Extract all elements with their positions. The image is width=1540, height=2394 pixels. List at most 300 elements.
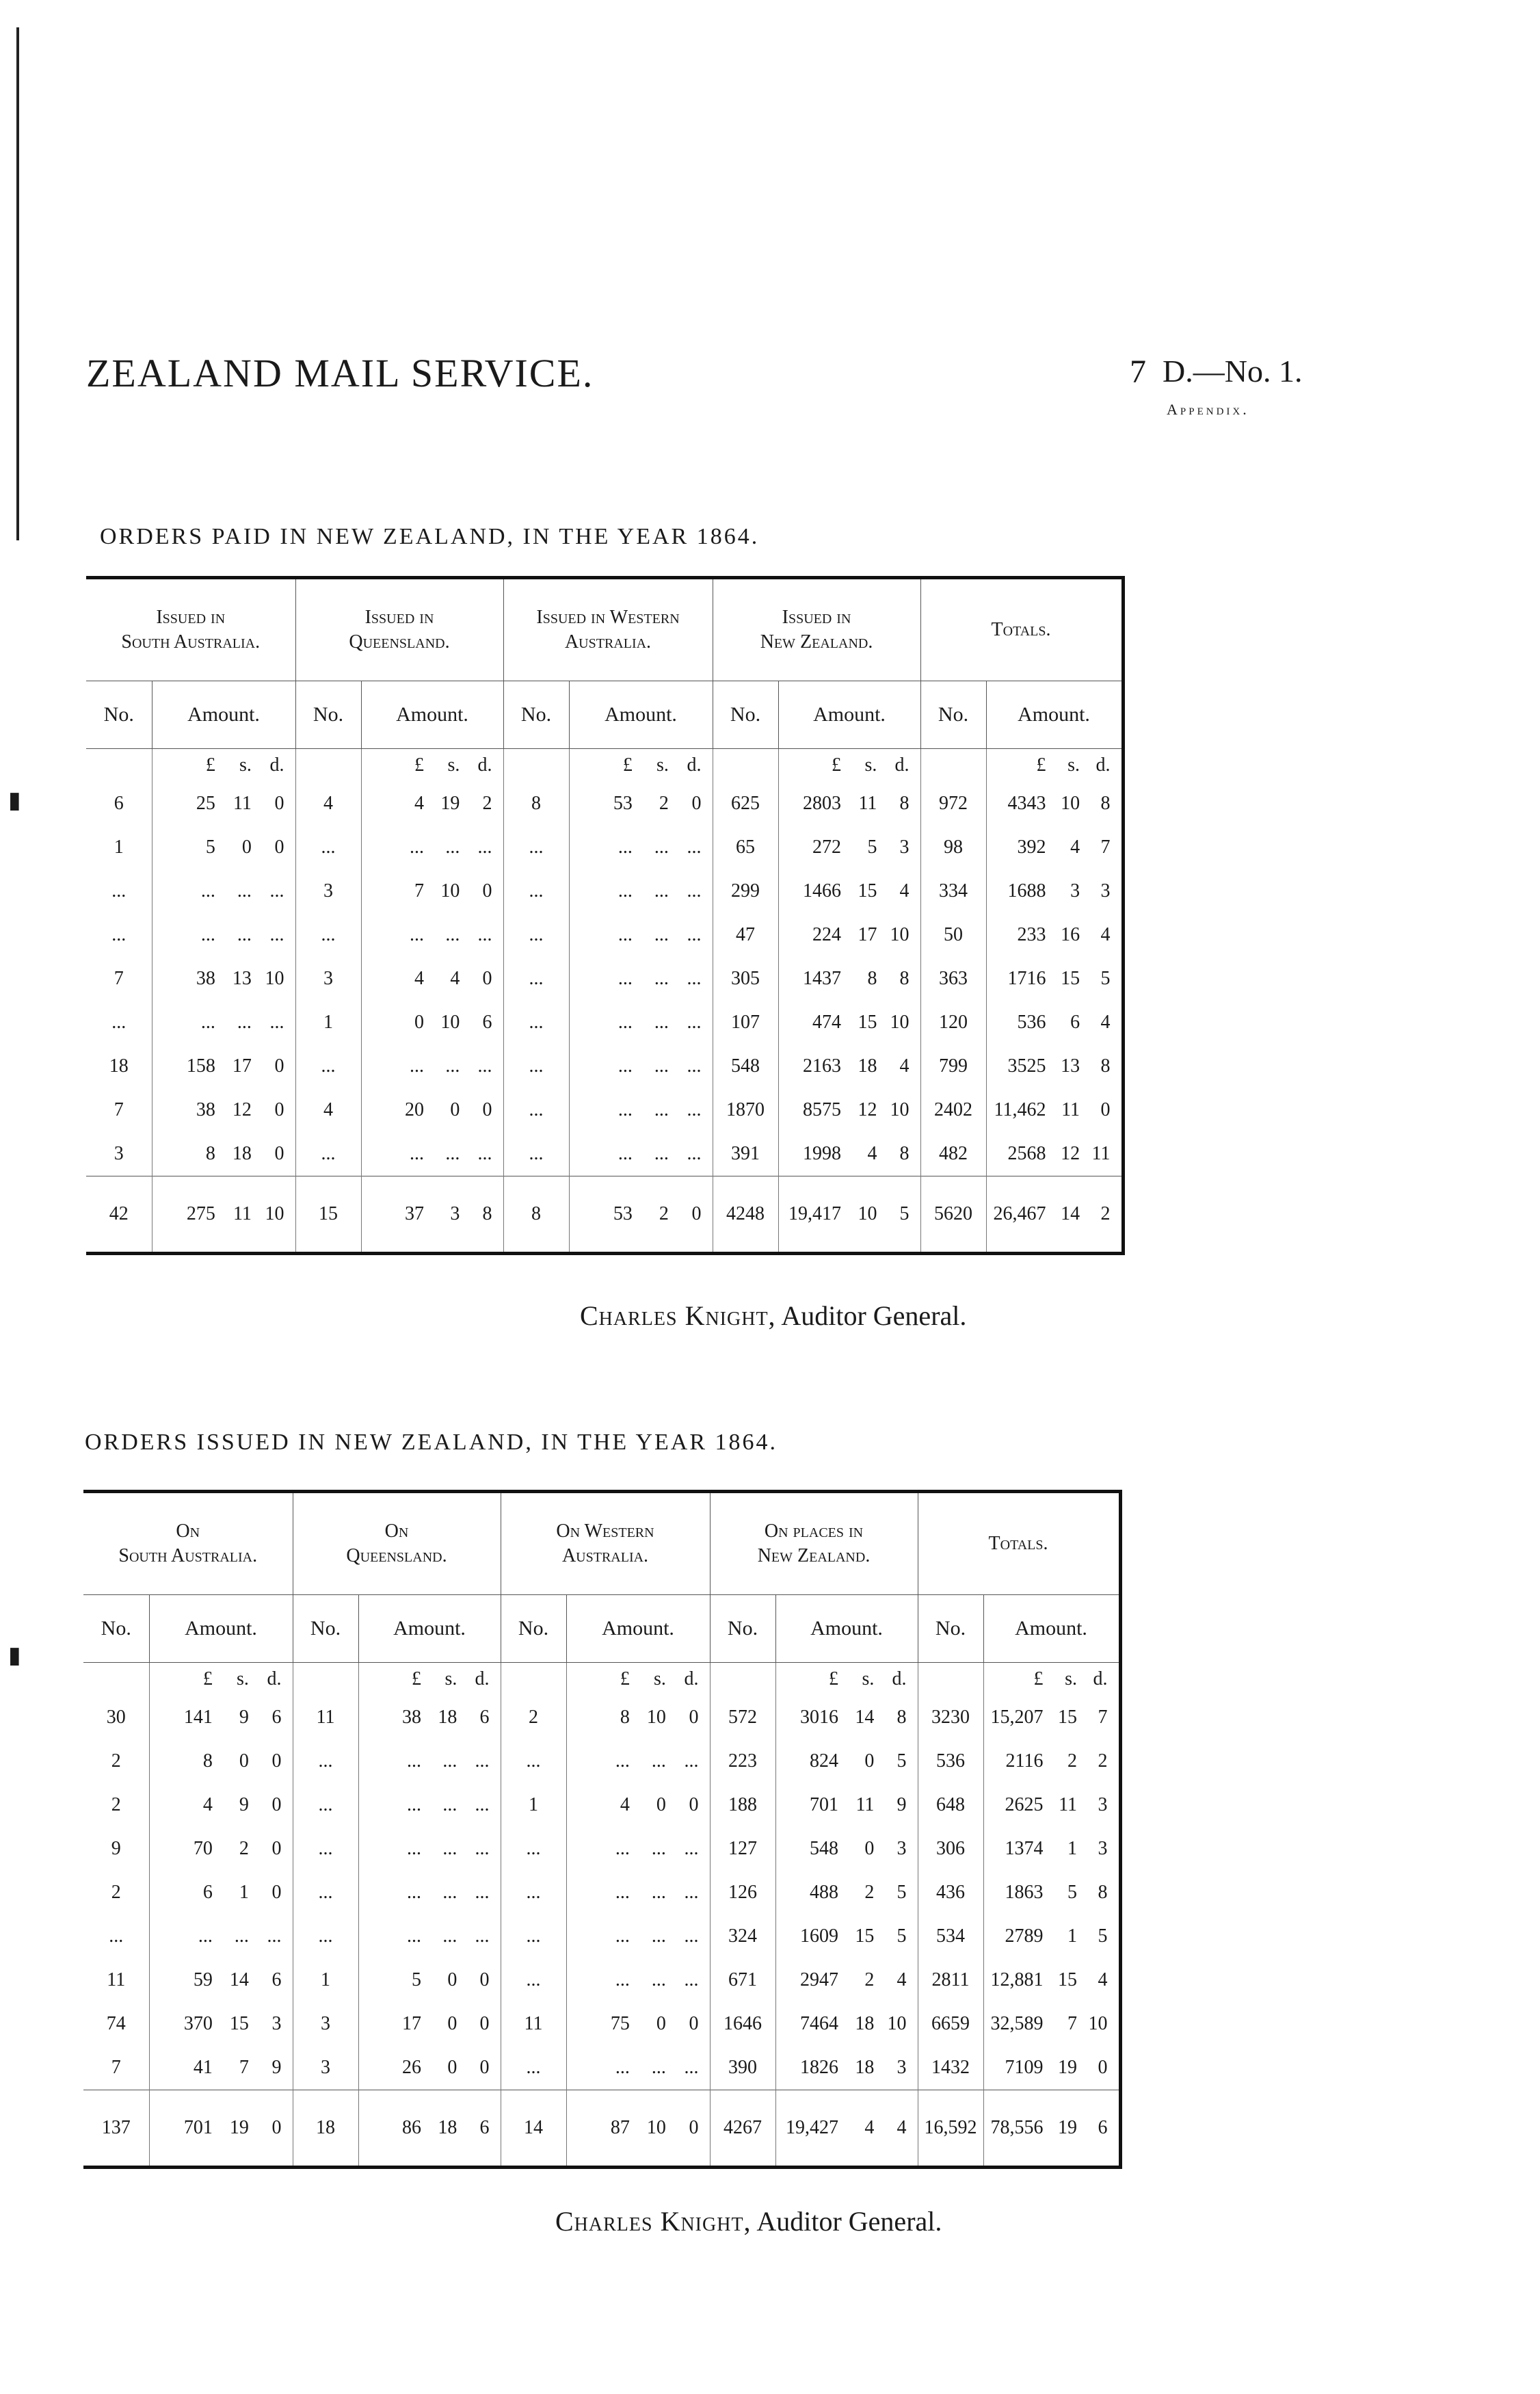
amount-shillings: 10: [858, 1203, 877, 1224]
amount-group: [152, 1055, 295, 1077]
amount-pounds: ...: [409, 1055, 424, 1077]
amount-pence: 0: [274, 1055, 284, 1077]
amount-group: [150, 1882, 293, 1904]
amount-group: [567, 2057, 710, 2079]
currency-blank: [501, 1663, 566, 1696]
count-cell: 334: [920, 869, 986, 913]
amount-pounds: 3525: [1007, 1055, 1046, 1077]
column-header-no: No.: [713, 681, 778, 749]
count-cell: ...: [295, 1132, 361, 1176]
table-row: [83, 2002, 1120, 2046]
amount-pounds: 1716: [1007, 968, 1046, 989]
amount-pence: ...: [684, 2057, 699, 2078]
amount-group: [152, 880, 295, 902]
amount-cell: [778, 913, 920, 957]
amount-shillings: ...: [651, 1750, 666, 1772]
amount-cell: [775, 2090, 918, 2168]
amount-shillings: 0: [864, 1838, 875, 1859]
amount-shillings: 2: [659, 1203, 669, 1224]
amount-cell: [152, 1044, 295, 1088]
amount-shillings: ...: [654, 968, 669, 989]
count-cell: 1432: [918, 2046, 983, 2090]
column-header-amount: Amount.: [566, 1595, 710, 1663]
amount-cell: [149, 1783, 293, 1827]
amount-pence: 4: [899, 880, 910, 902]
count-cell: 6: [86, 782, 152, 826]
column-header-no: No.: [918, 1595, 983, 1663]
amount-pence: 0: [689, 1707, 699, 1728]
amount-cell: [569, 826, 713, 869]
amount-cell: [358, 2002, 501, 2046]
group-header-line1: Issued in: [156, 607, 226, 628]
count-cell: 536: [918, 1739, 983, 1783]
amount-shillings: 15: [229, 2013, 249, 2034]
group-header-line2: Australia.: [561, 1545, 649, 1566]
count-cell: 548: [713, 1044, 778, 1088]
currency-units: [149, 1663, 293, 1696]
amount-group: [570, 1055, 713, 1077]
amount-pounds: 1437: [802, 968, 841, 989]
amount-pounds: ...: [406, 1925, 421, 1947]
amount-group: [984, 1794, 1119, 1816]
currency-group: [152, 754, 295, 776]
count-cell: 671: [710, 1958, 775, 2002]
amount-cell: [778, 1176, 920, 1254]
pounds-sign: £: [620, 1668, 630, 1689]
count-cell: 120: [920, 1001, 986, 1044]
amount-cell: [775, 2046, 918, 2090]
amount-group: [567, 1925, 710, 1947]
count-cell: 98: [920, 826, 986, 869]
amount-cell: [569, 869, 713, 913]
pounds-sign: £: [414, 754, 424, 776]
count-cell: 4: [295, 1088, 361, 1132]
column-header-amount: Amount.: [152, 681, 295, 749]
amount-shillings: ...: [442, 1882, 457, 1903]
count-cell: 625: [713, 782, 778, 826]
amount-pounds: 15,207: [990, 1707, 1044, 1728]
amount-pence: 0: [689, 1794, 699, 1815]
amount-group: [984, 1707, 1119, 1728]
amount-cell: [778, 1088, 920, 1132]
amount-group: [362, 1143, 503, 1165]
group-header-3: [503, 578, 713, 681]
amount-cell: [361, 1132, 503, 1176]
count-cell: 799: [920, 1044, 986, 1088]
amount-pence: ...: [687, 1055, 702, 1077]
amount-group: [779, 880, 920, 902]
amount-cell: [149, 1871, 293, 1915]
column-header-row: [86, 681, 1123, 749]
group-header-line2: New Zealand.: [757, 1545, 871, 1566]
amount-pounds: 5: [411, 1969, 421, 1990]
amount-group: [150, 1969, 293, 1991]
amount-shillings: 19: [440, 793, 460, 814]
amount-pence: 3: [899, 837, 910, 858]
count-cell: 2402: [920, 1088, 986, 1132]
amount-cell: [358, 1827, 501, 1871]
amount-shillings: ...: [445, 837, 460, 858]
pence-sign: d.: [477, 754, 492, 776]
amount-group: [567, 1794, 710, 1816]
count-cell: 9: [83, 1827, 149, 1871]
shillings-sign: s.: [444, 1668, 457, 1689]
count-cell: ...: [293, 1783, 358, 1827]
amount-pence: ...: [684, 1750, 699, 1772]
amount-shillings: 15: [1058, 1969, 1078, 1990]
amount-shillings: 18: [855, 2057, 875, 2078]
group-header-line1: On places in: [764, 1521, 864, 1542]
count-cell: 572: [710, 1696, 775, 1739]
currency-group: [567, 1668, 710, 1690]
amount-cell: [149, 1958, 293, 2002]
signature-role: Auditor General.: [756, 2206, 942, 2237]
amount-pounds: 38: [196, 968, 215, 989]
amount-pence: ...: [684, 1925, 699, 1947]
amount-cell: [986, 1044, 1123, 1088]
amount-group: [776, 2013, 918, 2035]
page-header-title: ZEALAND MAIL SERVICE.: [86, 351, 594, 395]
count-cell: 482: [920, 1132, 986, 1176]
amount-pence: 8: [899, 968, 910, 989]
amount-pounds: 2163: [802, 1055, 841, 1077]
group-header-line1: On: [384, 1521, 409, 1542]
amount-group: [776, 1838, 918, 1860]
table1-title: ORDERS PAID IN NEW ZEALAND, IN THE YEAR 1864.: [100, 524, 760, 549]
currency-units: [986, 749, 1123, 782]
amount-shillings: ...: [651, 1838, 666, 1859]
count-cell: 3: [295, 957, 361, 1001]
amount-cell: [778, 957, 920, 1001]
amount-pence: 0: [274, 793, 284, 814]
amount-pounds: 701: [183, 2117, 213, 2138]
amount-cell: [358, 1739, 501, 1783]
group-header-2: [295, 578, 503, 681]
amount-pounds: 7464: [799, 2013, 838, 2034]
count-cell: 7: [86, 957, 152, 1001]
amount-pounds: ...: [200, 880, 215, 902]
amount-cell: [152, 1132, 295, 1176]
amount-group: [984, 1750, 1119, 1772]
group-header-line2: South Australia.: [118, 1545, 258, 1566]
amount-shillings: 4: [450, 968, 460, 989]
currency-group: [359, 1668, 501, 1690]
amount-cell: [775, 1827, 918, 1871]
column-header-amount: Amount.: [778, 681, 920, 749]
count-cell: 972: [920, 782, 986, 826]
amount-pence: 0: [271, 1750, 282, 1772]
amount-shillings: 18: [438, 1707, 457, 1728]
amount-group: [987, 837, 1121, 858]
amount-pounds: 1688: [1007, 880, 1046, 902]
amount-shillings: ...: [442, 1838, 457, 1859]
count-cell: 7: [83, 2046, 149, 2090]
count-cell: ...: [83, 1915, 149, 1958]
amount-cell: [569, 1001, 713, 1044]
amount-cell: [983, 2046, 1120, 2090]
amount-group: [570, 1099, 713, 1121]
count-cell: 3: [293, 2046, 358, 2090]
amount-pence: ...: [477, 1055, 492, 1077]
amount-cell: [775, 1739, 918, 1783]
total-row: [83, 2090, 1120, 2168]
column-header-no: No.: [710, 1595, 775, 1663]
amount-pence: ...: [269, 880, 284, 902]
amount-shillings: 19: [1058, 2117, 1078, 2138]
count-cell: 324: [710, 1915, 775, 1958]
amount-pence: 10: [890, 1099, 910, 1120]
table-row: [86, 913, 1123, 957]
amount-group: [362, 924, 503, 946]
amount-pence: 0: [1098, 2057, 1108, 2078]
count-cell: 6659: [918, 2002, 983, 2046]
shillings-sign: s.: [862, 1668, 875, 1689]
table-row: [83, 1871, 1120, 1915]
amount-shillings: 8: [867, 968, 877, 989]
amount-cell: [152, 1001, 295, 1044]
amount-pounds: 1826: [799, 2057, 838, 2078]
currency-units: [358, 1663, 501, 1696]
pounds-sign: £: [1033, 1668, 1044, 1689]
count-cell: ...: [295, 826, 361, 869]
amount-pounds: 8575: [802, 1099, 841, 1120]
amount-shillings: ...: [445, 1055, 460, 1077]
amount-pounds: 53: [613, 1203, 633, 1224]
column-header-no: No.: [86, 681, 152, 749]
amount-shillings: 11: [233, 793, 252, 814]
amount-pounds: ...: [615, 1838, 630, 1859]
amount-pence: ...: [687, 924, 702, 945]
amount-group: [779, 1203, 920, 1225]
count-cell: 18: [86, 1044, 152, 1088]
amount-shillings: 2: [1067, 1750, 1078, 1772]
amount-cell: [149, 2002, 293, 2046]
amount-group: [567, 1750, 710, 1772]
amount-cell: [149, 1827, 293, 1871]
amount-shillings: 11: [1061, 1099, 1080, 1120]
amount-shillings: 15: [1058, 1707, 1078, 1728]
column-header-amount: Amount.: [358, 1595, 501, 1663]
document-reference: D.—No. 1.: [1163, 354, 1303, 389]
group-header-4: [710, 1492, 918, 1595]
amount-group: [779, 1099, 920, 1121]
amount-cell: [983, 1871, 1120, 1915]
amount-cell: [149, 1739, 293, 1783]
amount-group: [984, 1969, 1119, 1991]
amount-pounds: 86: [401, 2117, 421, 2138]
amount-pounds: ...: [200, 1012, 215, 1033]
group-header-line1: Issued in: [782, 607, 851, 628]
shillings-sign: s.: [239, 754, 252, 776]
total-row: [86, 1176, 1123, 1254]
amount-pence: 8: [899, 1143, 910, 1164]
pounds-sign: £: [202, 1668, 213, 1689]
amount-shillings: ...: [654, 1099, 669, 1120]
amount-pence: 0: [482, 968, 492, 989]
count-cell: 3230: [918, 1696, 983, 1739]
count-cell: 4267: [710, 2090, 775, 2168]
amount-shillings: 11: [1059, 1794, 1078, 1815]
amount-pence: 4: [1098, 1969, 1108, 1990]
count-cell: 390: [710, 2046, 775, 2090]
amount-group: [362, 880, 503, 902]
amount-group: [152, 837, 295, 858]
count-cell: 391: [713, 1132, 778, 1176]
amount-pounds: 8: [205, 1143, 215, 1164]
amount-shillings: 6: [1070, 1012, 1080, 1033]
amount-pounds: ...: [618, 1143, 633, 1164]
shillings-sign: s.: [864, 754, 877, 776]
amount-cell: [149, 2090, 293, 2168]
amount-group: [152, 793, 295, 815]
count-cell: 11: [293, 1696, 358, 1739]
amount-shillings: ...: [237, 924, 252, 945]
amount-group: [987, 1012, 1121, 1034]
amount-pounds: ...: [618, 1055, 633, 1077]
amount-shillings: 1: [1067, 1925, 1078, 1947]
amount-shillings: 19: [229, 2117, 249, 2138]
count-cell: ...: [293, 1871, 358, 1915]
currency-group: [150, 1668, 293, 1690]
amount-cell: [566, 1739, 710, 1783]
amount-shillings: ...: [445, 1143, 460, 1164]
amount-pounds: 59: [193, 1969, 213, 1990]
amount-cell: [986, 782, 1123, 826]
amount-cell: [566, 1871, 710, 1915]
count-cell: ...: [86, 913, 152, 957]
amount-pence: 10: [887, 2013, 907, 2034]
count-cell: 8: [503, 1176, 569, 1254]
amount-pounds: 2625: [1005, 1794, 1044, 1815]
table-row: [86, 782, 1123, 826]
amount-group: [359, 1794, 501, 1816]
column-header-no: No.: [295, 681, 361, 749]
amount-group: [570, 1203, 713, 1225]
count-cell: 1: [293, 1958, 358, 2002]
group-header-line1: Totals.: [988, 1533, 1048, 1554]
pence-sign: d.: [1096, 754, 1111, 776]
amount-pence: 5: [897, 1882, 907, 1903]
pounds-sign: £: [1036, 754, 1046, 776]
count-cell: 223: [710, 1739, 775, 1783]
amount-shillings: ...: [654, 924, 669, 945]
amount-pounds: 19,427: [785, 2117, 838, 2138]
count-cell: ...: [293, 1827, 358, 1871]
pence-sign: d.: [269, 754, 284, 776]
count-cell: 305: [713, 957, 778, 1001]
pence-sign: d.: [1093, 1668, 1108, 1689]
amount-shillings: 7: [1067, 2013, 1078, 2034]
count-cell: ...: [501, 1827, 566, 1871]
amount-pence: ...: [687, 968, 702, 989]
amount-pounds: 2789: [1005, 1925, 1044, 1947]
amount-shillings: 10: [440, 1012, 460, 1033]
amount-pounds: 1863: [1005, 1882, 1044, 1903]
amount-pence: 0: [271, 1794, 282, 1815]
amount-pounds: 2116: [1005, 1750, 1044, 1772]
amount-pounds: 2568: [1007, 1143, 1046, 1164]
table-row: [86, 957, 1123, 1001]
amount-pounds: ...: [618, 924, 633, 945]
column-header-amount: Amount.: [983, 1595, 1120, 1663]
amount-cell: [566, 1783, 710, 1827]
amount-shillings: 0: [447, 1969, 457, 1990]
amount-cell: [983, 1783, 1120, 1827]
amount-pence: 6: [479, 2117, 490, 2138]
amount-pence: ...: [687, 1143, 702, 1164]
amount-pounds: 7109: [1005, 2057, 1044, 2078]
amount-shillings: 0: [241, 837, 252, 858]
amount-pence: 3: [271, 2013, 282, 2034]
amount-pence: 10: [265, 968, 284, 989]
amount-group: [150, 1707, 293, 1728]
group-header-1: [83, 1492, 293, 1595]
amount-group: [362, 1099, 503, 1121]
amount-cell: [358, 1958, 501, 2002]
currency-blank: [293, 1663, 358, 1696]
amount-pence: 5: [897, 1925, 907, 1947]
amount-cell: [361, 826, 503, 869]
amount-pence: 6: [271, 1707, 282, 1728]
amount-pence: 10: [265, 1203, 284, 1224]
amount-cell: [149, 1696, 293, 1739]
count-cell: 18: [293, 2090, 358, 2168]
group-header-row: [83, 1492, 1120, 1595]
count-cell: 436: [918, 1871, 983, 1915]
amount-cell: [152, 1088, 295, 1132]
amount-cell: [775, 1915, 918, 1958]
amount-group: [152, 1012, 295, 1034]
amount-cell: [358, 2090, 501, 2168]
amount-shillings: 11: [855, 1794, 875, 1815]
count-cell: ...: [503, 1132, 569, 1176]
count-cell: ...: [503, 1088, 569, 1132]
amount-pounds: ...: [618, 968, 633, 989]
count-cell: ...: [501, 1958, 566, 2002]
currency-units: [778, 749, 920, 782]
amount-group: [362, 1012, 503, 1034]
amount-pence: 0: [274, 1099, 284, 1120]
amount-shillings: 17: [232, 1055, 252, 1077]
amount-group: [567, 1882, 710, 1904]
amount-group: [567, 2013, 710, 2035]
amount-pounds: 70: [193, 1838, 213, 1859]
count-cell: 11: [83, 1958, 149, 2002]
count-cell: 534: [918, 1915, 983, 1958]
amount-cell: [778, 869, 920, 913]
amount-cell: [569, 1176, 713, 1254]
amount-group: [359, 2117, 501, 2139]
amount-cell: [775, 1958, 918, 2002]
count-cell: 65: [713, 826, 778, 869]
group-header-line1: On Western: [556, 1521, 654, 1542]
amount-pence: 0: [691, 793, 702, 814]
amount-cell: [358, 1783, 501, 1827]
amount-pounds: 3016: [799, 1707, 838, 1728]
amount-pence: 5: [1100, 968, 1111, 989]
column-header-amount: Amount.: [775, 1595, 918, 1663]
amount-pounds: 25: [196, 793, 215, 814]
amount-pounds: 87: [610, 2117, 630, 2138]
pence-sign: d.: [687, 754, 702, 776]
count-cell: ...: [501, 1739, 566, 1783]
amount-pence: ...: [684, 1838, 699, 1859]
amount-cell: [775, 1783, 918, 1827]
amount-pounds: 2947: [799, 1969, 838, 1990]
amount-pounds: 488: [809, 1882, 838, 1903]
amount-cell: [986, 1088, 1123, 1132]
amount-group: [570, 793, 713, 815]
